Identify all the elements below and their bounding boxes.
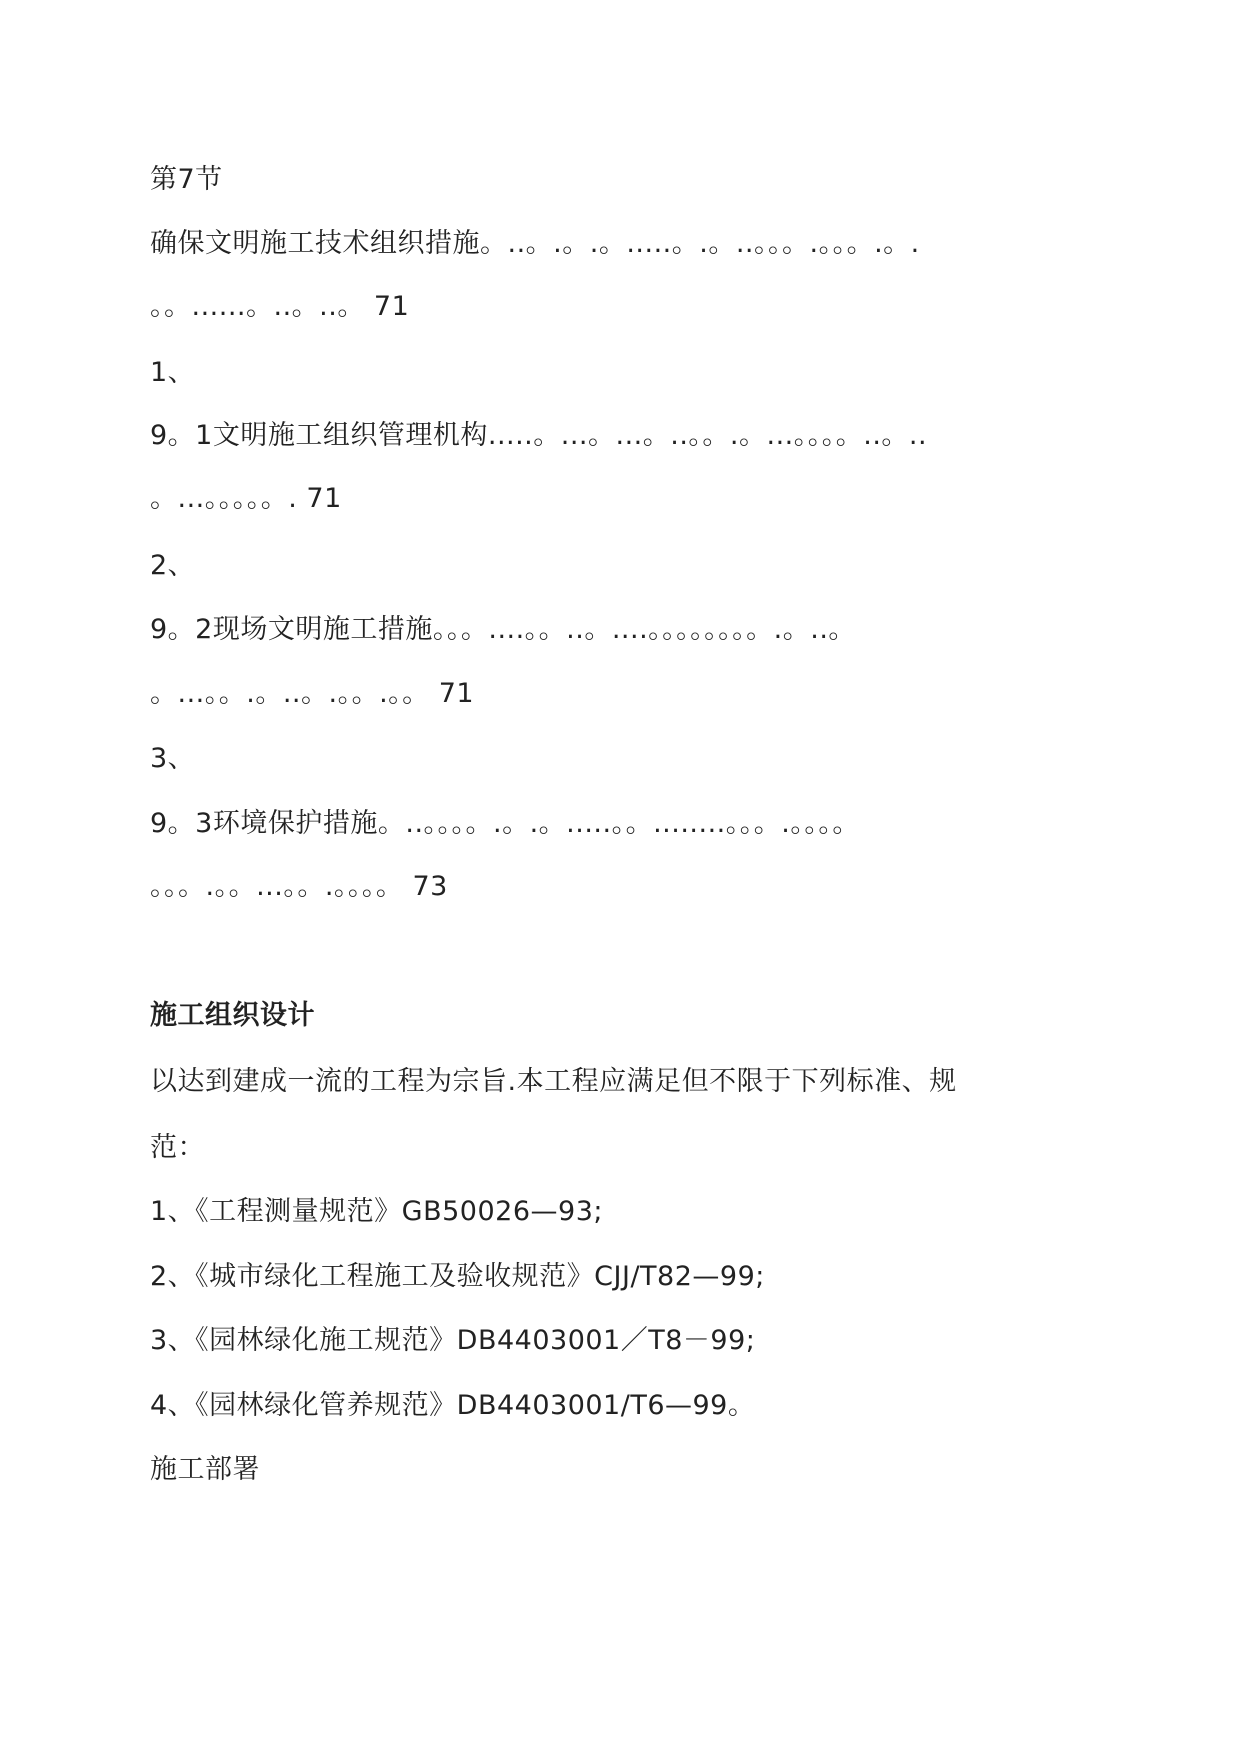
toc-entry-line: 。...。。.。..。.。。.。。 71 bbox=[150, 678, 475, 709]
toc-item-number: 3、 bbox=[150, 743, 196, 774]
standard-list-item: 3、《园林绿化施工规范》DB4403001／T8－99; bbox=[150, 1325, 756, 1356]
toc-entry-line: 。。。.。。...。。.。。。。 73 bbox=[150, 871, 448, 902]
toc-entry-line: 。...。。。。。. 71 bbox=[150, 483, 342, 514]
section-title: 施工组织设计 bbox=[150, 1000, 315, 1031]
toc-entry-line: 确保文明施工技术组织措施。..。.。.。.....。.。..。。。.。。。.。. bbox=[150, 228, 920, 259]
toc-entry-line: 。。......。..。..。 71 bbox=[150, 291, 410, 322]
toc-item-number: 2、 bbox=[150, 550, 196, 581]
standard-list-item: 2、《城市绿化工程施工及验收规范》CJJ/T82—99; bbox=[150, 1261, 765, 1292]
toc-section-heading: 第7节 bbox=[150, 164, 223, 195]
standard-list-item: 4、《园林绿化管养规范》DB4403001/T6—99。 bbox=[150, 1390, 756, 1421]
intro-paragraph-line: 以达到建成一流的工程为宗旨.本工程应满足但不限于下列标准、规 bbox=[150, 1066, 957, 1097]
toc-entry-line: 9。1文明施工组织管理机构.....。...。...。..。。.。...。。。。..。.. bbox=[150, 420, 928, 451]
toc-item-number: 1、 bbox=[150, 357, 196, 388]
subsection-heading: 施工部署 bbox=[150, 1454, 260, 1485]
standard-list-item: 1、《工程测量规范》GB50026—93; bbox=[150, 1196, 603, 1227]
toc-entry-line: 9。3环境保护措施。..。。。。.。.。.....。。........。。。.。。。。 bbox=[150, 808, 860, 839]
intro-paragraph-line: 范： bbox=[150, 1132, 205, 1163]
toc-entry-line: 9。2现场文明施工措施。。。....。。..。....。。。。。。。。.。..。 bbox=[150, 614, 856, 645]
